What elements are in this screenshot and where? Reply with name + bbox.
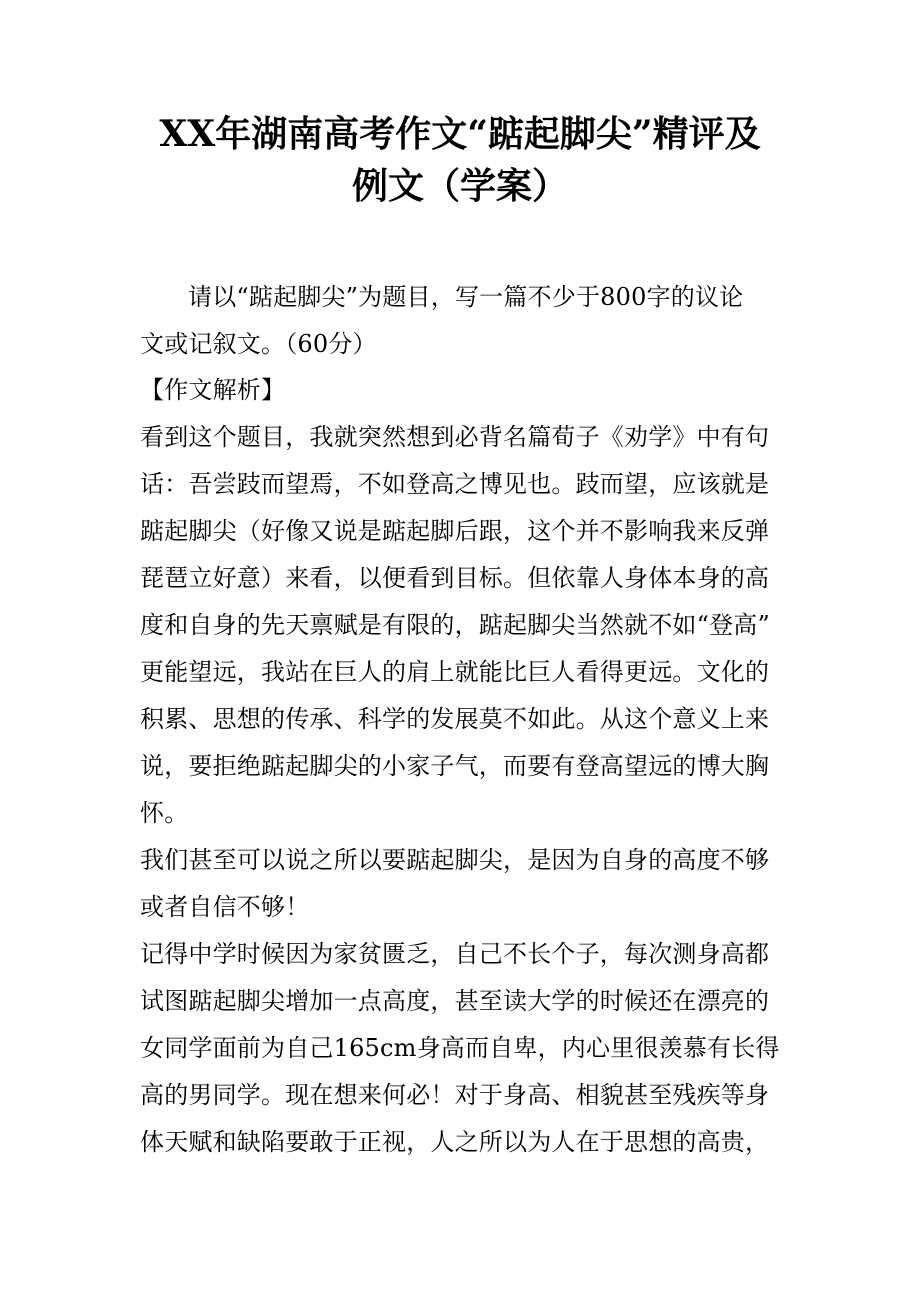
body-line: 踮起脚尖（好像又说是踮起脚后跟，这个并不影响我来反弹 <box>140 517 770 545</box>
body-line: 或者自信不够！ <box>140 893 310 921</box>
document-title-line-2: 例文（学案） <box>351 165 568 207</box>
document-title-line-1: XX年湖南高考作文“踮起脚尖”精评及 <box>159 113 761 155</box>
prompt-line-1: 请以“踮起脚尖”为题目，写一篇不少于800字的议论 <box>188 283 744 311</box>
body-line: 高的男同学。现在想来何必！对于身高、相貌甚至残疾等身 <box>140 1081 770 1109</box>
body-line: 更能望远，我站在巨人的肩上就能比巨人看得更远。文化的 <box>140 658 770 686</box>
body-line: 琵琶立好意）来看，以便看到目标。但依靠人身体本身的高 <box>140 564 770 592</box>
body-line: 话：吾尝跂而望焉，不如登高之博见也。跂而望，应该就是 <box>140 470 770 498</box>
body-line: 看到这个题目，我就突然想到必背名篇荀子《劝学》中有句 <box>140 423 770 451</box>
body-line: 度和自身的先天禀赋是有限的，踮起脚尖当然就不如“登高” <box>140 611 770 639</box>
body-line: 积累、思想的传承、科学的发展莫不如此。从这个意义上来 <box>140 705 770 733</box>
body-line: 女同学面前为自己165cm身高而自卑，内心里很羡慕有长得 <box>140 1034 780 1062</box>
section-heading: 【作文解析】 <box>140 376 286 404</box>
body-line: 试图踮起脚尖增加一点高度，甚至读大学的时候还在漂亮的 <box>140 987 770 1015</box>
body-line: 体天赋和缺陷要敢于正视，人之所以为人在于思想的高贵， <box>140 1128 770 1156</box>
body-line: 说，要拒绝踮起脚尖的小家子气，而要有登高望远的博大胸 <box>140 752 770 780</box>
body-line: 我们甚至可以说之所以要踮起脚尖，是因为自身的高度不够 <box>140 846 770 874</box>
body-line: 记得中学时候因为家贫匮乏，自己不长个子，每次测身高都 <box>140 940 770 968</box>
body-line: 怀。 <box>140 799 189 827</box>
prompt-line-2: 文或记叙文。（60分） <box>140 330 377 358</box>
